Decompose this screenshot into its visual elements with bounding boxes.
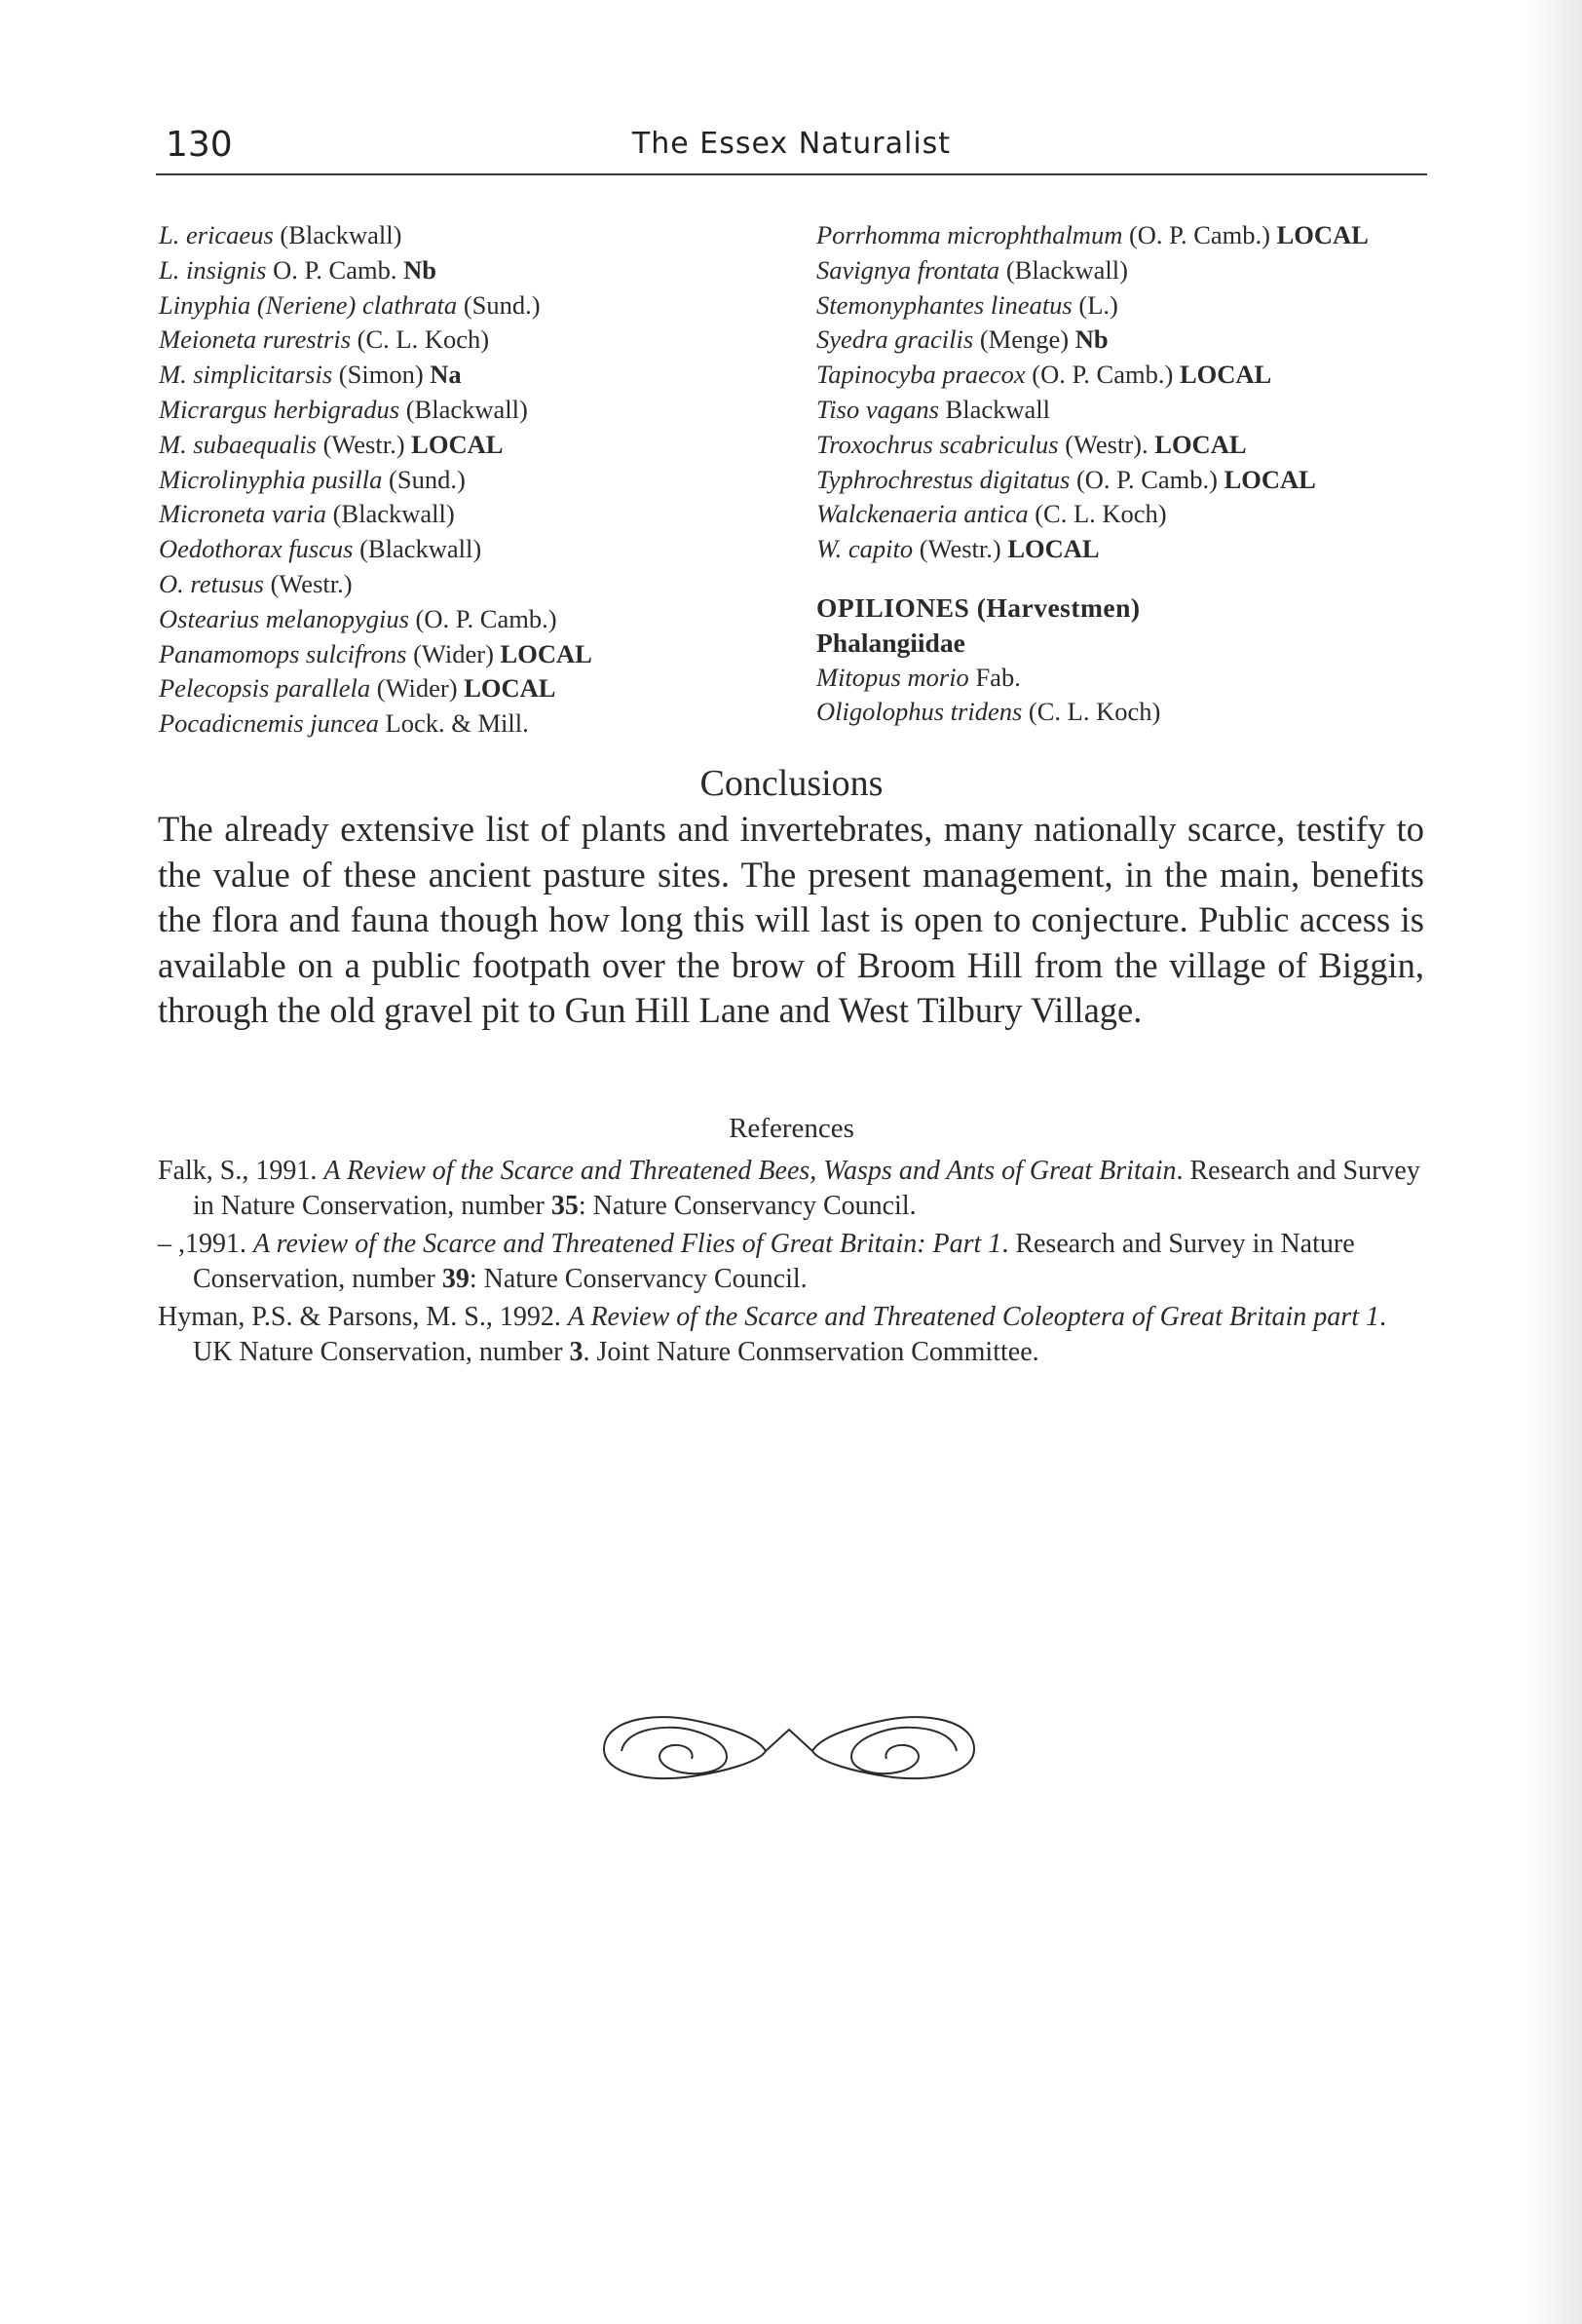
species-entry bbox=[816, 218, 1440, 253]
species-entry bbox=[159, 706, 782, 742]
species-entry bbox=[159, 218, 782, 253]
species-name: Panamomops sulcifrons bbox=[159, 638, 407, 668]
species-entry bbox=[159, 671, 782, 706]
species-name: Meioneta rurestris bbox=[159, 324, 352, 355]
species-name: M. simplicitarsis bbox=[159, 360, 333, 390]
species-entry bbox=[159, 532, 782, 567]
reference-publisher-end: : Nature Conservancy Council. bbox=[578, 1191, 917, 1221]
species-name: Microlinyphia pusilla bbox=[159, 464, 383, 494]
species-entry bbox=[816, 661, 1440, 696]
species-name: O. retusus bbox=[159, 568, 264, 598]
species-authority: (Sund.) bbox=[457, 289, 541, 320]
species-authority: Lock. & Mill. bbox=[378, 708, 529, 739]
running-title: The Essex Naturalist bbox=[631, 127, 952, 161]
species-name: Pelecopsis parallela bbox=[159, 673, 371, 704]
species-entry bbox=[816, 532, 1440, 567]
species-authority: (Sund.) bbox=[382, 464, 466, 494]
species-entry bbox=[159, 637, 782, 672]
species-name: Walckenaeria antica bbox=[816, 499, 1029, 529]
reference-title: A review of the Scarce and Threatened Flies of Great Britain: Part 1 bbox=[253, 1229, 1002, 1259]
species-authority: Fab. bbox=[968, 662, 1021, 692]
species-authority: (Westr.) bbox=[316, 429, 405, 459]
species-entry bbox=[159, 567, 782, 602]
reference-publisher-end: : Nature Conservancy Council. bbox=[469, 1264, 808, 1294]
species-authority: Blackwall bbox=[938, 394, 1050, 424]
reference-entry bbox=[158, 1300, 1424, 1370]
references-list bbox=[158, 1154, 1424, 1373]
conservation-status: LOCAL bbox=[1154, 429, 1247, 459]
species-name: Ostearius melanopygius bbox=[159, 603, 409, 633]
species-name: Stemonyphantes lineatus bbox=[816, 289, 1073, 320]
page-header bbox=[156, 125, 1427, 175]
species-name: Oligolophus tridens bbox=[816, 697, 1023, 727]
species-authority: (C. L. Koch) bbox=[351, 324, 490, 355]
spider-species-continued bbox=[816, 218, 1440, 567]
reference-number: 35 bbox=[550, 1191, 579, 1221]
species-name: Tapinocyba praecox bbox=[816, 360, 1026, 390]
species-name: Syedra gracilis bbox=[816, 324, 974, 355]
species-name: L. ericaeus bbox=[159, 220, 274, 249]
species-authority: (Westr.) bbox=[263, 568, 353, 598]
reference-authors: Falk, S., 1991. bbox=[158, 1156, 324, 1186]
species-name: Micrargus herbigradus bbox=[159, 394, 400, 424]
reference-publisher: . UK Nature Conservation, number bbox=[193, 1302, 1386, 1367]
species-entry bbox=[159, 358, 782, 393]
species-name: Linyphia (Neriene) clathrata bbox=[159, 289, 458, 320]
species-name: L. insignis bbox=[159, 254, 267, 285]
species-authority: (L.) bbox=[1072, 289, 1118, 320]
reference-publisher: . Research and Survey in Nature Conservation, number bbox=[193, 1156, 1420, 1221]
species-authority: (O. P. Camb.) bbox=[1070, 464, 1218, 494]
species-entry bbox=[159, 253, 782, 288]
conservation-status: LOCAL bbox=[464, 673, 556, 704]
species-authority: (Wider) bbox=[370, 673, 458, 704]
species-entry bbox=[159, 323, 782, 358]
reference-authors: Hyman, P.S. & Parsons, M. S., 1992. bbox=[158, 1302, 568, 1332]
conservation-status: LOCAL bbox=[411, 429, 504, 459]
species-name: Oedothorax fuscus bbox=[159, 534, 354, 564]
species-authority: (O. P. Camb.) bbox=[1025, 360, 1174, 390]
page-edge-shadow bbox=[1524, 0, 1582, 2324]
species-authority: (Westr.) bbox=[913, 534, 1001, 564]
species-name: Pocadicnemis juncea bbox=[159, 708, 379, 739]
reference-authors: – ,1991. bbox=[158, 1229, 253, 1259]
reference-title: A Review of the Scarce and Threatened Bees, Wasps and Ants of Great Britain bbox=[323, 1156, 1177, 1186]
species-name: Mitopus morio bbox=[816, 662, 969, 692]
decorative-flourish-ornament bbox=[584, 1691, 994, 1793]
species-name: Savignya frontata bbox=[816, 254, 1000, 285]
reference-publisher: . Research and Survey in Nature Conservation, number bbox=[193, 1229, 1355, 1294]
reference-title: A Review of the Scarce and Threatened Coleoptera of Great Britain part 1 bbox=[567, 1302, 1379, 1332]
species-name: Porrhomma microphthalmum bbox=[816, 220, 1123, 249]
reference-number: 3 bbox=[569, 1337, 584, 1367]
species-name: Tiso vagans bbox=[816, 394, 939, 424]
section-gap bbox=[816, 567, 1440, 591]
conservation-status: Na bbox=[430, 360, 462, 390]
species-entry bbox=[159, 393, 782, 428]
opiliones-heading: OPILIONES (Harvestmen) bbox=[816, 591, 1141, 623]
conservation-status: Nb bbox=[403, 254, 436, 285]
conclusions-heading: Conclusions bbox=[699, 763, 884, 804]
species-authority: (Wider) bbox=[406, 638, 494, 668]
conservation-status: LOCAL bbox=[1007, 534, 1100, 564]
species-authority: (Blackwall) bbox=[353, 534, 482, 564]
species-entry bbox=[816, 253, 1440, 288]
species-name: Typhrochrestus digitatus bbox=[816, 464, 1071, 494]
species-entry bbox=[816, 695, 1440, 730]
reference-number: 39 bbox=[441, 1264, 470, 1294]
conservation-status: Nb bbox=[1074, 324, 1109, 355]
conclusions-paragraph: The already extensive list of plants and invertebrates, many nationally scarce, testify to the value of these ancient pasture sites. The present management, in the main, benefits the flora and fauna though how long this will last is open to conjecture. Public access is available on a public footpath over the brow of Broom Hill from the village of Biggin, through the old gravel pit to Gun Hill Lane and West Tilbury Village. bbox=[158, 809, 1424, 1031]
species-authority: (Menge) bbox=[973, 324, 1070, 355]
species-authority: (C. L. Koch) bbox=[1022, 697, 1161, 727]
opiliones-species-list bbox=[816, 661, 1440, 731]
species-entry bbox=[159, 497, 782, 532]
species-entry bbox=[159, 602, 782, 637]
species-authority: (Blackwall) bbox=[999, 254, 1128, 285]
species-name: Troxochrus scabriculus bbox=[816, 429, 1059, 459]
species-entry bbox=[816, 463, 1440, 498]
reference-publisher-end: . Joint Nature Conmservation Committee. bbox=[583, 1337, 1039, 1367]
species-authority: (Simon) bbox=[332, 360, 424, 390]
species-entry bbox=[816, 288, 1440, 324]
species-list-left-column bbox=[159, 218, 782, 742]
conservation-status: LOCAL bbox=[1276, 220, 1369, 249]
page-number: 130 bbox=[166, 125, 233, 165]
conservation-status: LOCAL bbox=[1224, 464, 1316, 494]
species-entry bbox=[159, 463, 782, 498]
species-entry bbox=[159, 288, 782, 324]
conservation-status: LOCAL bbox=[500, 638, 592, 668]
species-authority: (O. P. Camb.) bbox=[408, 603, 557, 633]
species-name: W. capito bbox=[816, 534, 914, 564]
species-entry bbox=[816, 358, 1440, 393]
species-authority: (Blackwall) bbox=[273, 220, 402, 249]
species-name: M. subaequalis bbox=[159, 429, 317, 459]
species-entry bbox=[816, 428, 1440, 463]
species-list-right-column bbox=[816, 218, 1440, 730]
conservation-status: LOCAL bbox=[1179, 360, 1272, 390]
species-authority: (Blackwall) bbox=[399, 394, 528, 424]
family-name: Phalangiidae bbox=[816, 627, 965, 658]
species-entry bbox=[816, 393, 1440, 428]
species-entry bbox=[816, 323, 1440, 358]
species-name: Microneta varia bbox=[159, 499, 326, 529]
reference-entry bbox=[158, 1154, 1424, 1224]
references-heading: References bbox=[729, 1113, 854, 1144]
species-authority: (C. L. Koch) bbox=[1028, 499, 1167, 529]
species-entry bbox=[816, 497, 1440, 532]
species-authority: O. P. Camb. bbox=[266, 254, 397, 285]
species-authority: (Westr). bbox=[1058, 429, 1149, 459]
reference-entry bbox=[158, 1227, 1424, 1297]
species-authority: (O. P. Camb.) bbox=[1122, 220, 1270, 249]
species-entry bbox=[159, 428, 782, 463]
species-authority: (Blackwall) bbox=[325, 499, 455, 529]
